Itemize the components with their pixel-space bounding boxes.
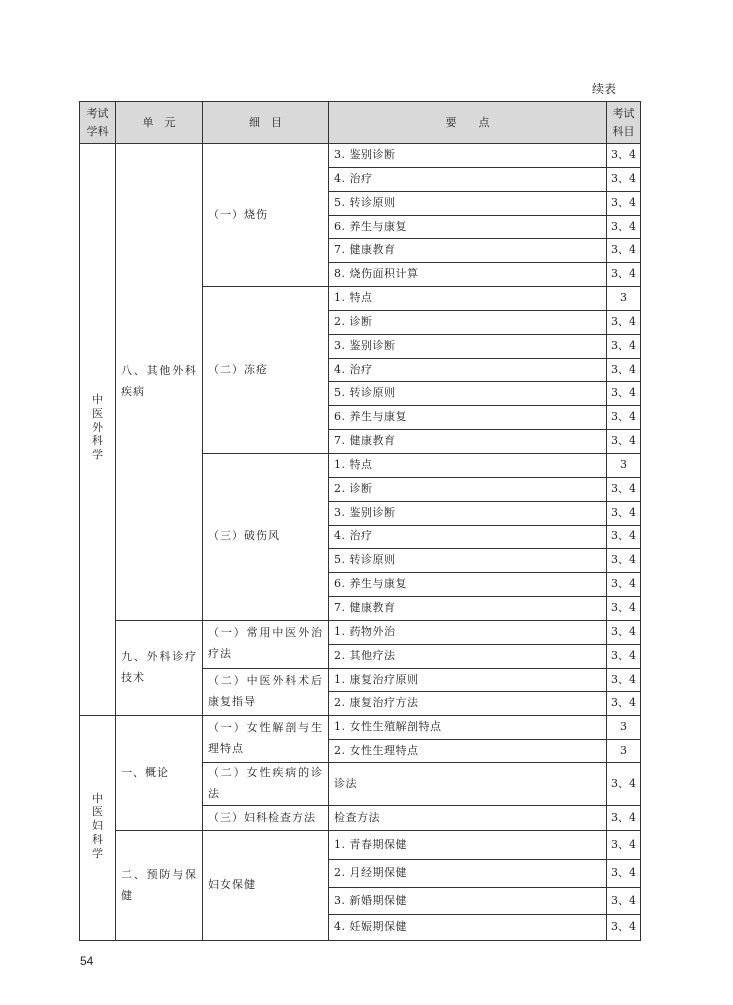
item-cell: （一）烧伤: [203, 144, 329, 287]
unit-cell: 九、外科诊疗技术: [116, 620, 203, 715]
exam-level-cell: 3: [607, 716, 641, 740]
exam-level-cell: 3、4: [607, 888, 641, 915]
key-point-cell: 3. 新婚期保健: [329, 888, 607, 915]
item-cell: （三）破伤风: [203, 453, 329, 620]
exam-level-cell: 3、4: [607, 144, 641, 168]
key-point-cell: 2. 诊断: [329, 310, 607, 334]
table-continued-caption: 续表: [592, 82, 617, 96]
exam-level-cell: 3、4: [607, 806, 641, 831]
key-point-cell: 1. 康复治疗原则: [329, 668, 607, 692]
item-cell: 妇女保健: [203, 831, 329, 941]
exam-level-cell: 3、4: [607, 763, 641, 806]
exam-level-cell: 3: [607, 453, 641, 477]
unit-cell: 一、概论: [116, 716, 203, 831]
key-point-cell: 2. 诊断: [329, 477, 607, 501]
key-point-cell: 检查方法: [329, 806, 607, 831]
exam-level-cell: 3: [607, 287, 641, 311]
key-point-cell: 4. 治疗: [329, 167, 607, 191]
unit-cell: 二、预防与保健: [116, 831, 203, 941]
table-row: [80, 620, 641, 644]
key-point-cell: 6. 养生与康复: [329, 573, 607, 597]
key-point-cell: 3. 鉴别诊断: [329, 334, 607, 358]
key-point-cell: 3. 鉴别诊断: [329, 501, 607, 525]
exam-level-cell: 3、4: [607, 501, 641, 525]
exam-level-cell: 3、4: [607, 860, 641, 888]
exam-level-cell: 3: [607, 740, 641, 763]
exam-level-cell: 3、4: [607, 215, 641, 239]
key-point-cell: 8. 烧伤面积计算: [329, 263, 607, 287]
key-point-cell: 4. 治疗: [329, 525, 607, 549]
key-point-cell: 7. 健康教育: [329, 597, 607, 621]
exam-level-cell: 3、4: [607, 334, 641, 358]
syllabus-table: [79, 101, 641, 941]
key-point-cell: 1. 青春期保健: [329, 831, 607, 860]
exam-level-cell: 3、4: [607, 239, 641, 263]
item-cell: （二）冻疮: [203, 287, 329, 454]
exam-level-cell: 3、4: [607, 263, 641, 287]
exam-level-cell: 3、4: [607, 310, 641, 334]
exam-level-cell: 3、4: [607, 831, 641, 860]
key-point-cell: 4. 妊娠期保健: [329, 915, 607, 941]
exam-level-cell: 3、4: [607, 382, 641, 406]
exam-level-cell: 3、4: [607, 644, 641, 668]
table-header-row: [80, 102, 641, 144]
key-point-cell: 4. 治疗: [329, 358, 607, 382]
key-point-cell: 1. 药物外治: [329, 620, 607, 644]
subject-cell: [80, 144, 116, 716]
key-point-cell: 6. 养生与康复: [329, 215, 607, 239]
exam-level-cell: 3、4: [607, 620, 641, 644]
key-point-cell: 2. 女性生理特点: [329, 740, 607, 763]
exam-level-cell: 3、4: [607, 549, 641, 573]
key-point-cell: 诊法: [329, 763, 607, 806]
key-point-cell: 1. 特点: [329, 453, 607, 477]
item-cell: （二）中医外科术后康复指导: [203, 668, 329, 716]
key-point-cell: 1. 特点: [329, 287, 607, 311]
key-point-cell: 5. 转诊原则: [329, 549, 607, 573]
key-point-cell: 1. 女性生殖解剖特点: [329, 716, 607, 740]
item-cell: （一）女性解剖与生理特点: [203, 716, 329, 763]
unit-cell: 八、其他外科疾病: [116, 144, 203, 621]
exam-level-cell: 3、4: [607, 430, 641, 454]
exam-level-cell: 3、4: [607, 477, 641, 501]
key-point-cell: 3. 鉴别诊断: [329, 144, 607, 168]
exam-level-cell: 3、4: [607, 692, 641, 716]
exam-level-cell: 3、4: [607, 915, 641, 941]
exam-level-cell: 3、4: [607, 358, 641, 382]
item-cell: （三）妇科检查方法: [203, 806, 329, 831]
exam-level-cell: 3、4: [607, 597, 641, 621]
header-key-points: 要 点: [329, 102, 607, 144]
exam-level-cell: 3、4: [607, 525, 641, 549]
table-row: [80, 144, 641, 168]
header-unit: 单 元: [116, 102, 203, 144]
subject-cell: [80, 716, 116, 941]
exam-level-cell: 3、4: [607, 668, 641, 692]
page-number: 54: [80, 954, 94, 968]
exam-level-cell: 3、4: [607, 573, 641, 597]
key-point-cell: 2. 康复治疗方法: [329, 692, 607, 716]
key-point-cell: 2. 其他疗法: [329, 644, 607, 668]
table-row: [80, 831, 641, 860]
header-item: 细 目: [203, 102, 329, 144]
header-exam-subject: 考试学科: [80, 102, 116, 144]
header-exam-level: 考试科目: [607, 102, 641, 144]
key-point-cell: 6. 养生与康复: [329, 406, 607, 430]
item-cell: （一）常用中医外治疗法: [203, 620, 329, 668]
key-point-cell: 5. 转诊原则: [329, 382, 607, 406]
table-row: [80, 716, 641, 740]
key-point-cell: 2. 月经期保健: [329, 860, 607, 888]
item-cell: （二）女性疾病的诊法: [203, 763, 329, 806]
key-point-cell: 7. 健康教育: [329, 430, 607, 454]
exam-level-cell: 3、4: [607, 191, 641, 215]
exam-level-cell: 3、4: [607, 167, 641, 191]
key-point-cell: 7. 健康教育: [329, 239, 607, 263]
exam-level-cell: 3、4: [607, 406, 641, 430]
key-point-cell: 5. 转诊原则: [329, 191, 607, 215]
subject-name: 中医外科学: [92, 393, 103, 462]
subject-name: 中医妇科学: [92, 791, 103, 860]
